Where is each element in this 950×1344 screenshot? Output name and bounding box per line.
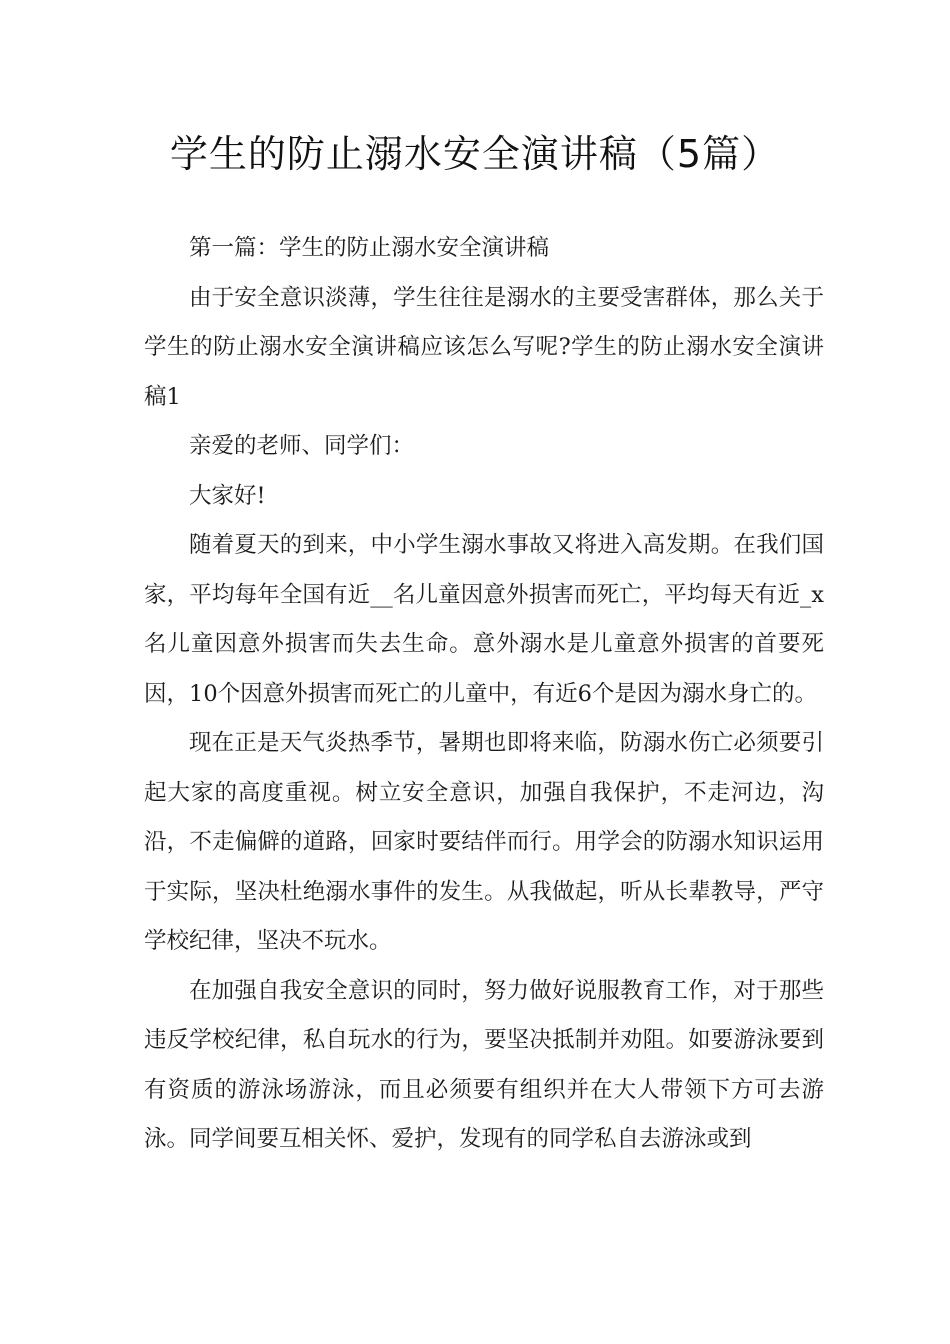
paragraph-salutation: 亲爱的老师、同学们： xyxy=(189,433,415,459)
document-title: 学生的防止溺水安全演讲稿（5篇） xyxy=(169,132,781,176)
paragraph-intro: 由于安全意识淡薄，学生往往是溺水的主要受害群体，那么关于学生的防止溺水安全演讲稿应该怎么写呢?学生的防止溺水安全演讲稿1 xyxy=(144,284,824,410)
paragraph-awareness: 现在正是天气炎热季节，暑期也即将来临，防溺水伤亡必须要引起大家的高度重视。树立安全意识，加强自我保护，不走河边，沟沿，不走偏僻的道路，回家时要结伴而行。用学会的防溺水知识运用于实际，坚决杜绝溺水事件的发生。从我做起，听从长辈教导，严守学校纪律，坚决不玩水。 xyxy=(144,730,824,954)
document-body xyxy=(144,224,824,1165)
paragraph-section-heading: 第一篇：学生的防止溺水安全演讲稿 xyxy=(189,235,550,261)
paragraph-persuasion: 在加强自我安全意识的同时，努力做好说服教育工作，对于那些违反学校纪律，私自玩水的行为，要坚决抵制并劝阻。如要游泳要到有资质的游泳场游泳，而且必须要有组织并在大人带领下方可去游泳。同学间要互相关怀、爱护，发现有的同学私自去游泳或到 xyxy=(144,977,824,1152)
paragraph-statistics: 随着夏天的到来，中小学生溺水事故又将进入高发期。在我们国家，平均每年全国有近__名儿童因意外损害而死亡，平均每天有近_x名儿童因意外损害而失去生命。意外溺水是儿童意外损害的首要死因，10个因意外损害而死亡的儿童中，有近6个是因为溺水身亡的。 xyxy=(144,532,824,707)
paragraph-greeting: 大家好! xyxy=(189,482,266,509)
